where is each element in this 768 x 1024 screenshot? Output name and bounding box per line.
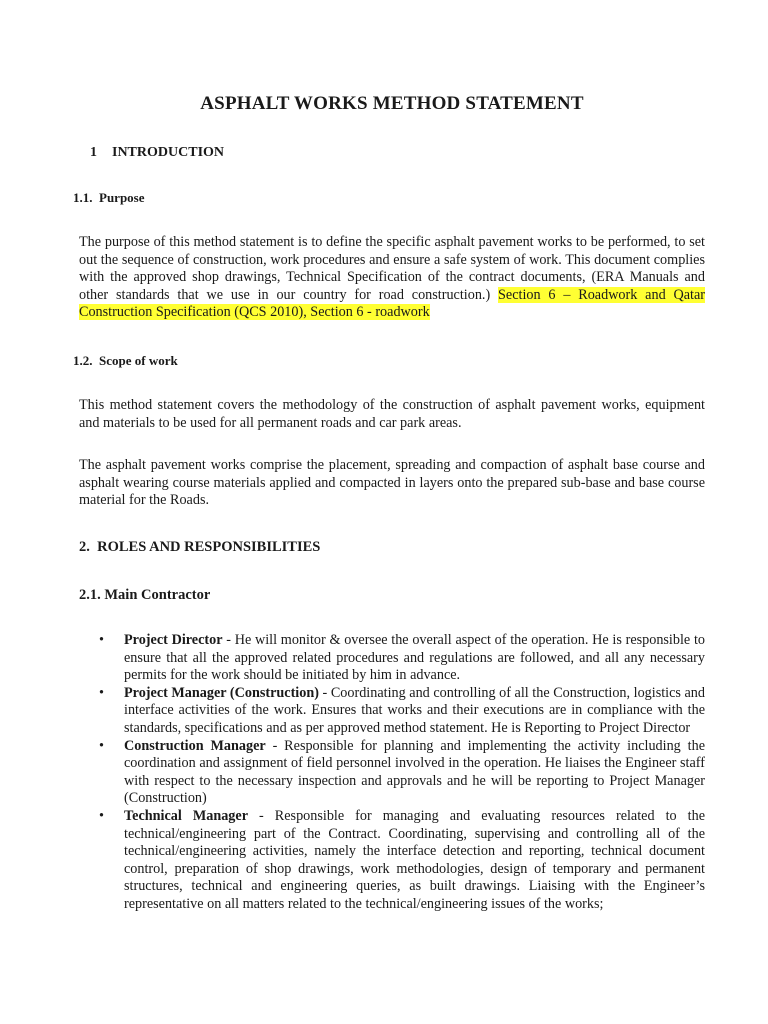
list-item — [79, 738, 705, 808]
list-item — [79, 685, 705, 738]
role-name: Construction Manager — [124, 737, 266, 754]
role-description: - Responsible for managing and evaluating resources related to the technical/engineering part of the Contract. Coordinating, supervising and controlling all of the technical/engineering activities, namely the interface detection and reporting, technical document control, preparation of shop drawings, work methodologies, design of temporary and permanent structures, technical and engineering queries, as built drawings. Liaising with the Engineer’s representative on all matters related to the technical/engineering issues of the works; — [124, 807, 705, 912]
section-1-number: 1 — [90, 145, 97, 160]
qcs-highlight: Section 6 – Roadwork and Qatar Construction Specification (QCS 2010), Section 6 - roadwork — [79, 286, 705, 321]
bullet-point: • — [99, 632, 104, 648]
list-item — [79, 808, 705, 914]
role-description: - Coordinating and controlling of all the Construction, logistics and interface activities of the work. Ensures that works and their executions are in compliance with the standards, specifications and as per approved method statement. He is Reporting to Project Director — [124, 684, 705, 736]
scope-heading: 1.2. Scope of work — [73, 353, 178, 368]
role-name: Technical Manager — [124, 807, 248, 824]
purpose-heading: 1.1. Purpose — [73, 190, 145, 205]
document-title: ASPHALT WORKS METHOD STATEMENT — [200, 93, 584, 114]
section-2-heading: 2. ROLES AND RESPONSIBILITIES — [79, 539, 321, 555]
purpose-text: The purpose of this method statement is to define the specific asphalt pavement works to be performed, to set out the sequence of construction, work procedures and ensure a safe system of work. This document complies with the approved shop drawings, Technical Specification of the contract documents, (ERA Manuals and other standards that we use in our country for road construction.) — [79, 234, 705, 303]
scope-paragraph-1: This method statement covers the methodology of the construction of asphalt pavement works, equipment and materials to be used for all permanent roads and car park areas. — [79, 397, 705, 431]
bullet-point: • — [99, 807, 104, 824]
bullet-point: • — [99, 684, 104, 701]
roles-list — [79, 632, 705, 914]
main-contractor-heading: 2.1. Main Contractor — [79, 587, 211, 603]
section-1-heading — [90, 145, 224, 161]
role-description: - Responsible for planning and implementing the activity including the coordination and assignment of field personnel involved in the operation. He liaises the Engineer staff with respect to the necessary inspection and approvals and he will be reporting to Project Manager (Construction) — [124, 737, 705, 807]
purpose-paragraph — [79, 234, 705, 322]
section-1-title: INTRODUCTION — [112, 145, 225, 160]
list-item — [79, 632, 705, 685]
role-name: Project Manager (Construction) — [124, 684, 319, 701]
scope-paragraph-2: The asphalt pavement works comprise the placement, spreading and compaction of asphalt base course and asphalt wearing course materials applied and compacted in layers onto the prepared sub-base and base course material for the Roads. — [79, 457, 705, 509]
role-description: - He will monitor & oversee the overall aspect of the operation. He is responsible to ensure that all the approved related procedures and regulations are followed, and all any necessary permits for the work should be initiated by him in advance. — [124, 632, 705, 684]
bullet-point: • — [99, 737, 104, 754]
role-name: Project Director — [124, 632, 223, 648]
